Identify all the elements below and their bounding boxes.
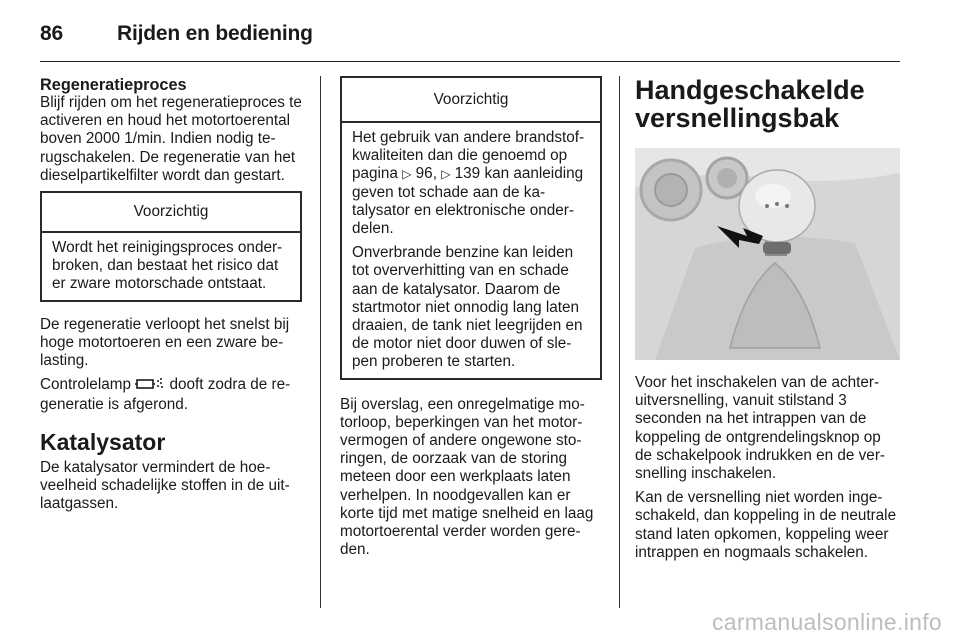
column-middle: [340, 76, 602, 565]
caution-body: [42, 233, 300, 300]
page-reference[interactable]: 139: [454, 165, 481, 183]
caution-box: [340, 76, 602, 380]
misfire-text: Bij overslag, een onregelmatige motorloop, beperkingen van het motorvermogen of andere ongewone storingen, de oorzaak van de storing meteen door een werkplaats laten verhelpen. In noodgevallen kan er korte tijd met matige snelheid en laag motortoerental verder worden gereden.: [340, 395, 594, 559]
reverse-gear-text: Voor het inschakelen van de achteruitversnelling, vanuit stilstand 3 seconden na het intrappen van de koppeling de ontgrendelingsknop op de schakelpook indrukken en de versnelling inschakelen.: [635, 374, 886, 483]
diesel-particle-filter-icon: [135, 377, 165, 396]
catalyst-heading: Katalysator: [40, 428, 166, 455]
column-left: [40, 76, 302, 519]
page-reference[interactable]: 96: [415, 165, 433, 183]
regeneration-text: Blijf rijden om het regeneratieproces te activeren en houd het motortoerental boven 2000 1/min. Indien nodig terugschakelen. De regeneratie van het dieselpartikelfilter wordt dan gestart.: [40, 94, 302, 184]
regeneration-heading: Regeneratieproces: [40, 76, 187, 94]
lamp-paragraph: Controlelamp dooft zodra de regeneratie is afgerond.: [40, 376, 291, 414]
page-reference-icon: ▷: [402, 167, 412, 182]
column-right: [635, 76, 900, 568]
caution-box: [40, 191, 302, 302]
page-header: [40, 18, 313, 50]
gear-shifter-photo: [635, 148, 900, 360]
caution-title: Voorzichtig: [342, 78, 600, 123]
caution-title: Voorzichtig: [42, 193, 300, 233]
section-title: Rijden en bediening: [117, 22, 313, 45]
caution-text: Het gebruik van andere brandstofkwaliteiten dan die genoemd op pagina ▷ 96, ▷ 139 kan aanleiding geven tot schade aan de katalysator en elektronische onderdelen.: [352, 129, 585, 238]
regeneration-fast-text: De regeneratie verloopt het snelst bij hoge motortoeren en een zware belasting.: [40, 315, 290, 370]
column-divider: [619, 76, 620, 608]
catalyst-text: De katalysator vermindert de hoeveelheid schadelijke stoffen in de uitlaatgassen.: [40, 458, 290, 513]
column-divider: [320, 76, 321, 608]
manual-gearbox-heading: Handgeschakelde versnellingsbak: [635, 75, 865, 133]
page-reference-icon: ▷: [441, 167, 451, 182]
page-number: 86: [40, 22, 63, 45]
caution-body: [342, 123, 600, 378]
gear-retry-text: Kan de versnelling niet worden ingeschakeld, dan koppeling in de neutrale stand laten opkomen, koppeling weer intrappen en nogmaals schakelen.: [635, 489, 897, 561]
header-rule: [40, 61, 900, 62]
caution-text: Wordt het reinigingsproces onderbroken, dan bestaat het risico dat er zware motorschade ontstaat.: [52, 239, 283, 293]
caution-text: Onverbrande benzine kan leiden tot oververhitting van en schade aan de katalysator. Daarom de startmotor niet onnodig lang laten draaien, de tank niet leegrijden en de motor niet door duwen of slepen proberen te starten.: [352, 244, 583, 371]
watermark: carmanualsonline.info: [711, 609, 942, 635]
